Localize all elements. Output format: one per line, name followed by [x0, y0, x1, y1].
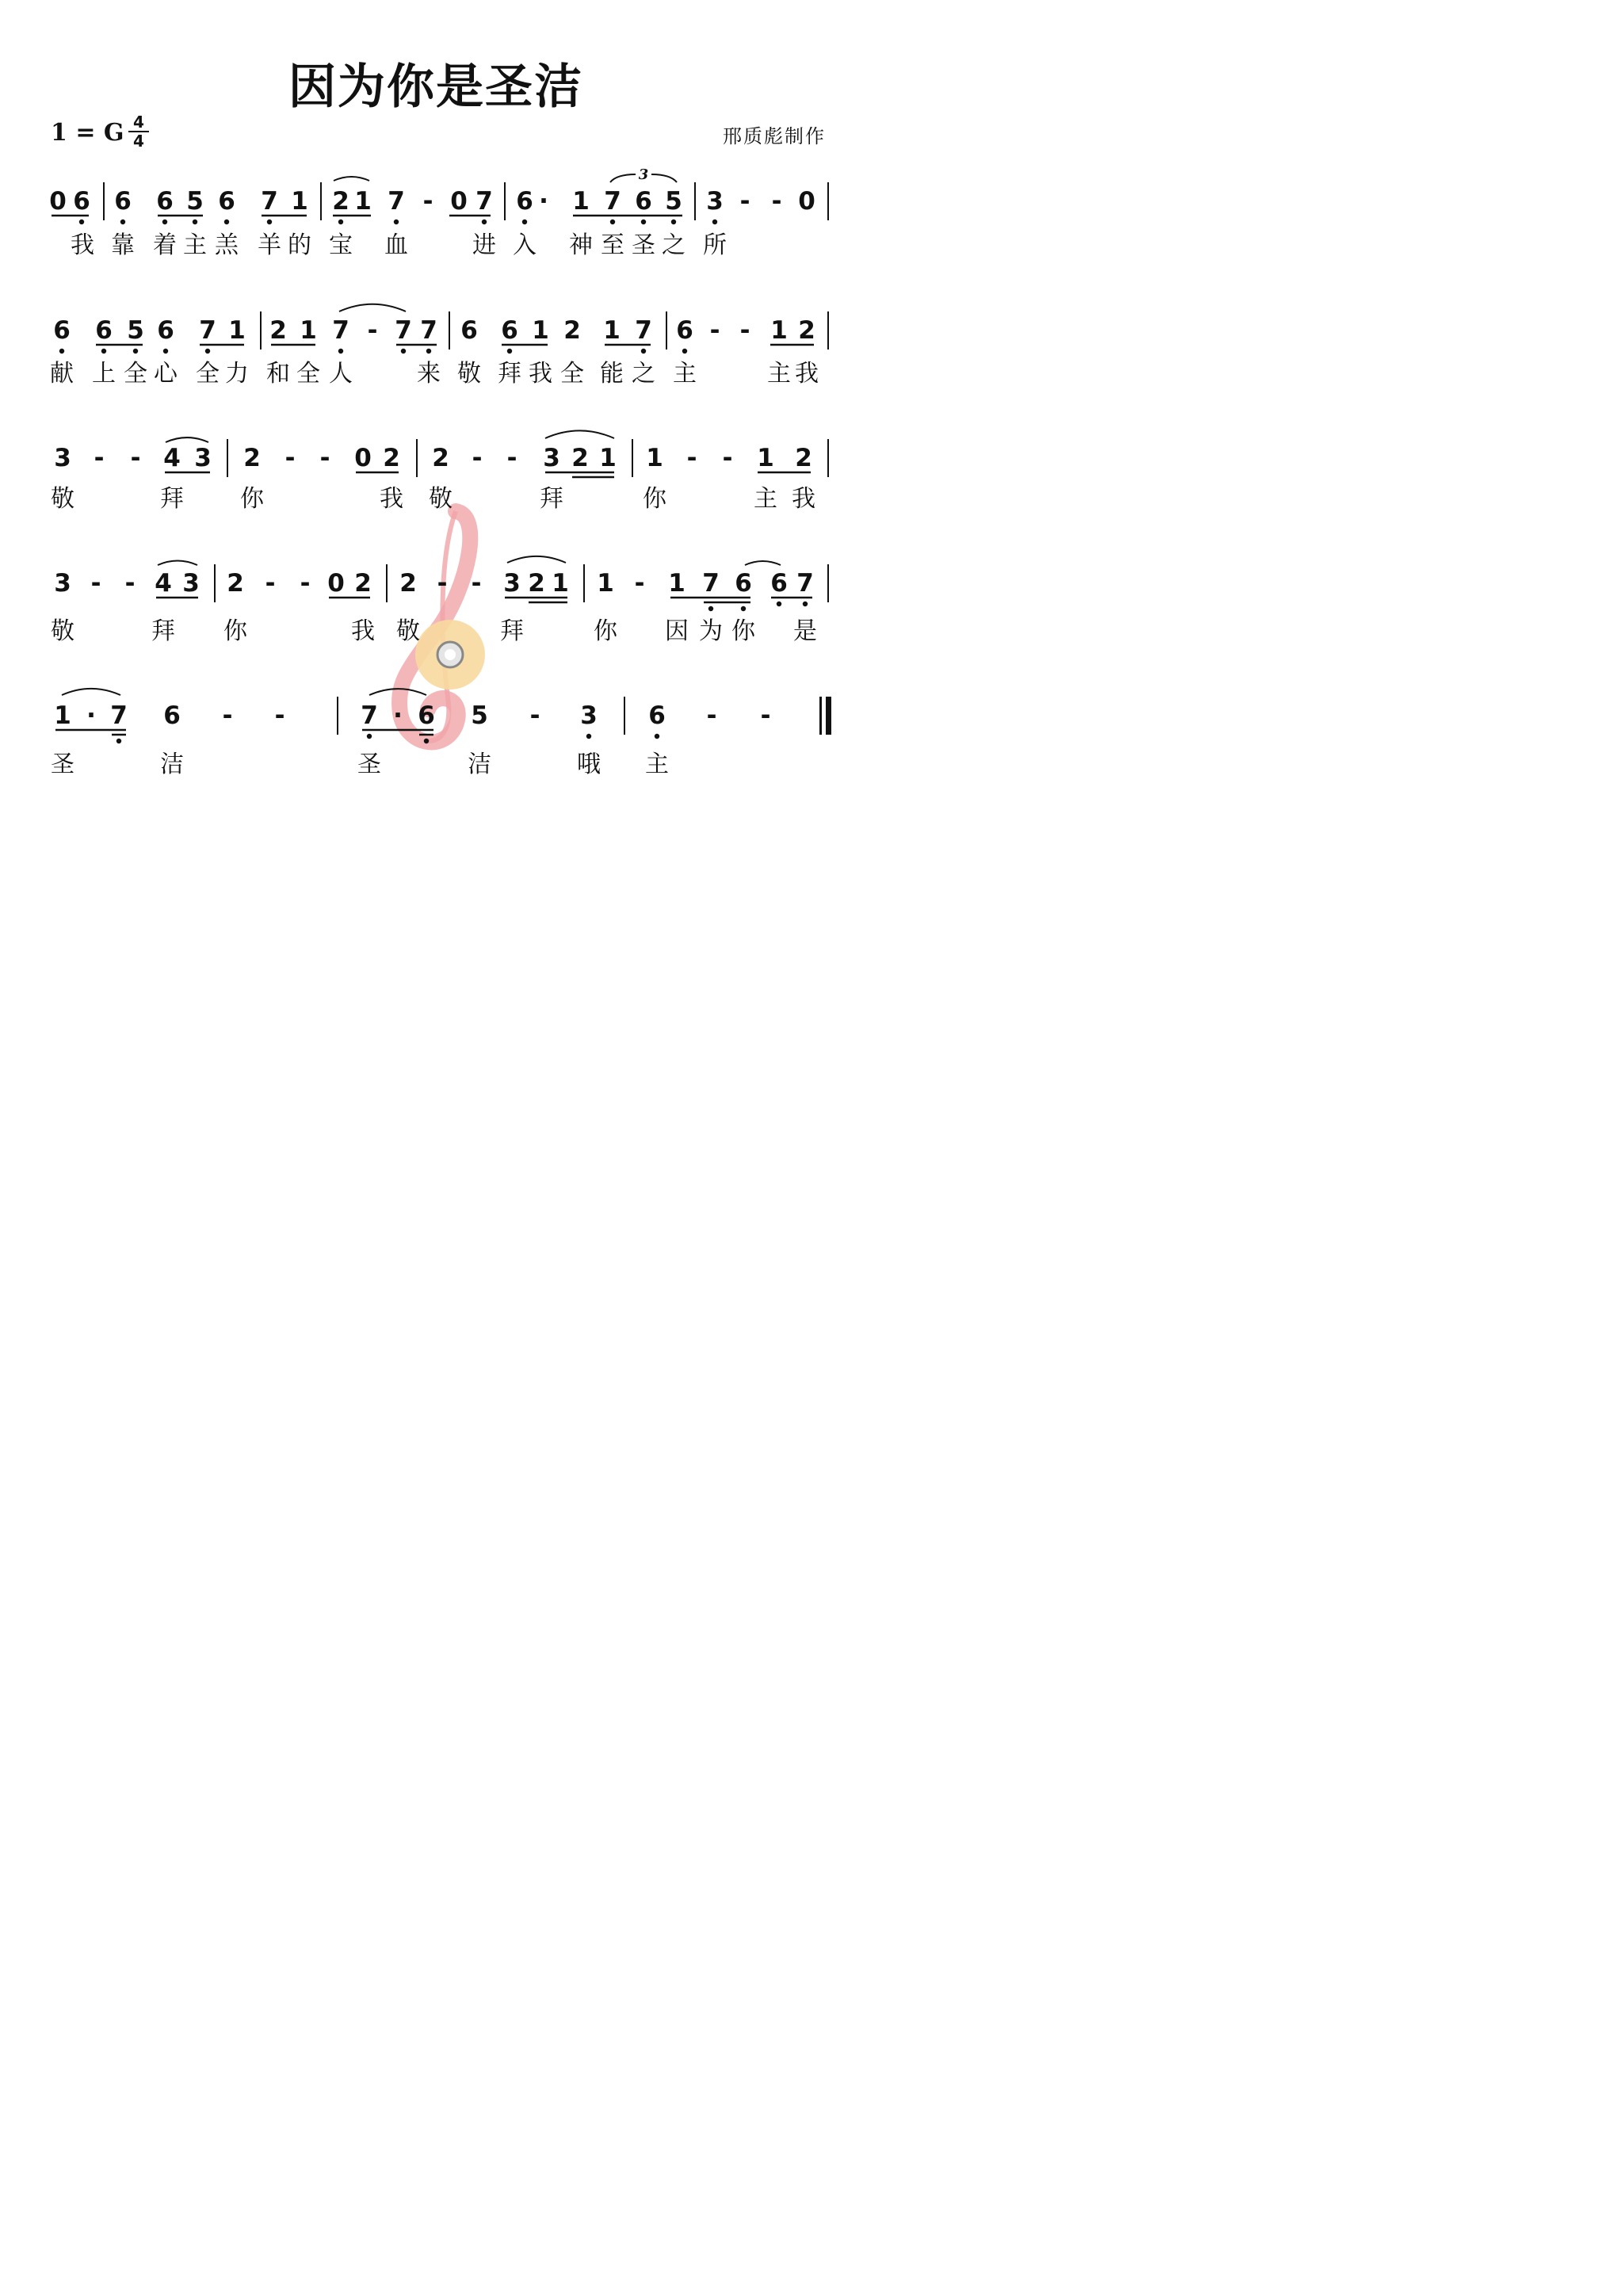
note: 1 — [572, 187, 590, 216]
note: 6 — [114, 187, 132, 216]
lyric-syllable: 你 — [240, 485, 264, 513]
octave-dot-below — [394, 220, 399, 224]
note: 2 — [399, 569, 417, 598]
sheet-music-page — [0, 0, 872, 1233]
note: 7 — [361, 701, 378, 730]
triplet-bracket-right — [651, 174, 677, 182]
note: 0 — [798, 187, 815, 216]
lyric-syllable: 人 — [329, 360, 353, 388]
slur — [369, 689, 426, 695]
lyric-syllable: 你 — [594, 617, 617, 645]
note: - — [506, 444, 517, 472]
note: 5 — [471, 701, 488, 730]
octave-dot-below — [162, 220, 167, 224]
note: - — [319, 444, 330, 472]
note: 2 — [383, 444, 400, 472]
lyric-syllable: 和 — [266, 360, 290, 388]
note: 0 — [450, 187, 468, 216]
note: 0 — [354, 444, 372, 472]
lyric-syllable: 圣 — [632, 231, 655, 259]
note: - — [529, 701, 540, 730]
note: 2 — [795, 444, 812, 472]
lyric-syllable: 全 — [296, 360, 320, 388]
notation-marks — [0, 0, 872, 1233]
lyric-syllable: 你 — [643, 485, 666, 513]
octave-dot-below — [741, 606, 746, 611]
octave-dot-below — [163, 349, 168, 353]
lyric-syllable: 之 — [632, 360, 655, 388]
octave-dot-below — [79, 220, 84, 224]
note: 7 — [635, 316, 652, 345]
note: 6 — [73, 187, 90, 216]
octave-dot-below — [116, 739, 121, 743]
lyric-syllable: 至 — [601, 231, 624, 259]
lyric-syllable: 我 — [351, 617, 375, 645]
lyric-syllable: 羔 — [215, 231, 239, 259]
note: 5 — [127, 316, 144, 345]
lyric-syllable: 我 — [71, 231, 94, 259]
octave-dot-below — [712, 220, 717, 224]
lyric-syllable: 哦 — [577, 751, 601, 778]
note: 1 — [757, 444, 774, 472]
note: 4 — [155, 569, 172, 598]
note: 2 — [354, 569, 372, 598]
octave-dot-below — [205, 349, 210, 353]
lyric-syllable: 进 — [472, 231, 496, 259]
octave-dot-below — [682, 349, 687, 353]
note: 2 — [798, 316, 815, 345]
note: - — [686, 444, 697, 472]
note: 1 — [291, 187, 308, 216]
note: 1 — [300, 316, 317, 345]
octave-dot-below — [59, 349, 64, 353]
note: 6 — [157, 316, 174, 345]
lyric-syllable: 敬 — [51, 617, 74, 645]
note: 7 — [199, 316, 216, 345]
lyric-syllable: 靠 — [111, 231, 135, 259]
lyric-syllable: 全 — [124, 360, 147, 388]
note: 2 — [528, 569, 545, 598]
note: 6 — [516, 187, 533, 216]
note: 3 — [706, 187, 724, 216]
key-signature: 1 = G — [51, 119, 124, 147]
triplet-bracket-left — [610, 174, 636, 182]
note: 5 — [186, 187, 204, 216]
note: 6 — [676, 316, 693, 345]
note: 1 — [770, 316, 788, 345]
note: 6 — [648, 701, 666, 730]
note: 1 — [599, 444, 617, 472]
note: 6 — [218, 187, 235, 216]
time-signature-bottom: 4 — [133, 132, 144, 151]
note: 2 — [571, 444, 589, 472]
lyric-syllable: 敬 — [429, 485, 453, 513]
lyric-syllable: 献 — [50, 360, 74, 388]
note: 7 — [420, 316, 437, 345]
lyric-syllable: 神 — [569, 231, 593, 259]
note: 6 — [635, 187, 652, 216]
lyric-syllable: 之 — [662, 231, 685, 259]
note: 5 — [665, 187, 682, 216]
slur — [745, 561, 781, 565]
note: - — [130, 444, 141, 472]
note: - — [222, 701, 233, 730]
lyric-syllable: 敬 — [457, 360, 481, 388]
octave-dot-below — [610, 220, 615, 224]
lyric-syllable: 拜 — [151, 617, 175, 645]
lyric-syllable: 拜 — [498, 360, 521, 388]
note: - — [285, 444, 296, 472]
octave-dot-below — [482, 220, 487, 224]
lyric-syllable: 拜 — [160, 485, 184, 513]
note: 7 — [110, 701, 128, 730]
note: 2 — [432, 444, 449, 472]
song-title: 因为你是圣洁 — [288, 59, 583, 115]
note: 2 — [332, 187, 349, 216]
note: 1 — [228, 316, 246, 345]
lyric-syllable: 我 — [792, 485, 815, 513]
note: 4 — [163, 444, 181, 472]
note: - — [367, 316, 378, 345]
lyric-syllable: 你 — [223, 617, 247, 645]
note: - — [739, 316, 750, 345]
note: 6 — [501, 316, 518, 345]
octave-dot-below — [193, 220, 197, 224]
lyric-syllable: 我 — [795, 360, 819, 388]
note: 3 — [194, 444, 212, 472]
octave-dot-below — [224, 220, 229, 224]
octave-dot-below — [586, 734, 591, 739]
note: 1 — [54, 701, 71, 730]
note: 6 — [418, 701, 435, 730]
note: 6 — [163, 701, 181, 730]
note: 6 — [735, 569, 752, 598]
note: 7 — [475, 187, 493, 216]
slur — [158, 561, 197, 566]
note: 3 — [503, 569, 521, 598]
note: - — [90, 569, 101, 598]
note: 1 — [597, 569, 614, 598]
note: 3 — [182, 569, 200, 598]
note: 7 — [702, 569, 720, 598]
note: - — [706, 701, 717, 730]
lyric-syllable: 你 — [731, 617, 755, 645]
note: 7 — [332, 316, 349, 345]
lyric-syllable: 羊 — [258, 231, 281, 259]
lyric-syllable: 主 — [767, 360, 791, 388]
lyric-syllable: 圣 — [357, 751, 381, 778]
lyric-syllable: 主 — [183, 231, 207, 259]
lyric-syllable: 主 — [645, 751, 669, 778]
note: 6 — [53, 316, 71, 345]
lyric-syllable: 心 — [154, 360, 178, 388]
octave-dot-below — [641, 220, 646, 224]
note: 7 — [261, 187, 278, 216]
lyric-syllable: 上 — [92, 360, 116, 388]
note: 1 — [552, 569, 569, 598]
lyric-syllable: 入 — [513, 231, 537, 259]
slur — [334, 177, 369, 181]
octave-dot-below — [133, 349, 138, 353]
octave-dot-below — [426, 349, 431, 353]
slur — [545, 430, 614, 438]
note: 1 — [603, 316, 621, 345]
lyric-syllable: 我 — [529, 360, 552, 388]
note: 0 — [327, 569, 345, 598]
octave-dot-below — [522, 220, 527, 224]
octave-dot-below — [671, 220, 676, 224]
note: 1 — [668, 569, 685, 598]
note: 3 — [543, 444, 560, 472]
octave-dot-below — [655, 734, 659, 739]
lyric-syllable: 能 — [600, 360, 624, 388]
octave-dot-below — [101, 349, 106, 353]
note: 6 — [770, 569, 788, 598]
lyric-syllable: 着 — [153, 231, 177, 259]
lyric-syllable: 全 — [560, 360, 584, 388]
author-credit: 邢质彪制作 — [723, 125, 826, 147]
octave-dot-below — [267, 220, 272, 224]
note: 3 — [580, 701, 598, 730]
slur — [166, 437, 208, 442]
note: - — [437, 569, 448, 598]
time-signature-top: 4 — [133, 113, 144, 132]
lyric-syllable: 为 — [699, 617, 723, 645]
note: · — [393, 701, 403, 730]
note: - — [709, 316, 720, 345]
note: - — [274, 701, 285, 730]
lyric-syllable: 宝 — [329, 231, 353, 259]
octave-dot-below — [120, 220, 125, 224]
note: - — [634, 569, 645, 598]
lyric-syllable: 所 — [703, 231, 727, 259]
lyric-syllable: 我 — [380, 485, 403, 513]
octave-dot-below — [641, 349, 646, 353]
lyric-syllable: 力 — [225, 360, 249, 388]
note: - — [472, 444, 483, 472]
triplet-label: 3 — [638, 166, 649, 183]
lyric-syllable: 洁 — [160, 751, 184, 778]
note: - — [471, 569, 482, 598]
lyric-syllable: 因 — [665, 617, 689, 645]
octave-dot-below — [507, 349, 512, 353]
lyric-syllable: 是 — [793, 617, 817, 645]
note: - — [760, 701, 771, 730]
note: 2 — [563, 316, 581, 345]
octave-dot-below — [803, 602, 808, 606]
octave-dot-below — [367, 734, 372, 739]
lyric-syllable: 拜 — [500, 617, 524, 645]
note: · — [539, 187, 548, 216]
octave-dot-below — [338, 220, 343, 224]
note: - — [265, 569, 276, 598]
note: 2 — [269, 316, 287, 345]
note: - — [722, 444, 733, 472]
octave-dot-below — [338, 349, 343, 353]
note: 6 — [156, 187, 174, 216]
note: - — [124, 569, 136, 598]
note: 6 — [460, 316, 478, 345]
slur — [62, 689, 120, 695]
note: 7 — [388, 187, 405, 216]
lyric-syllable: 敬 — [51, 485, 74, 513]
octave-dot-below — [401, 349, 406, 353]
octave-dot-below — [777, 602, 781, 606]
lyric-syllable: 血 — [384, 231, 408, 259]
note: 1 — [532, 316, 549, 345]
note: 7 — [604, 187, 621, 216]
note: 0 — [49, 187, 67, 216]
lyric-syllable: 敬 — [396, 617, 420, 645]
note: 2 — [243, 444, 261, 472]
note: 7 — [395, 316, 412, 345]
note: - — [739, 187, 750, 216]
note: · — [86, 701, 96, 730]
lyric-syllable: 圣 — [51, 751, 74, 778]
note: - — [422, 187, 433, 216]
note: 7 — [796, 569, 814, 598]
slur — [507, 556, 566, 563]
lyric-syllable: 拜 — [540, 485, 563, 513]
note: 3 — [54, 444, 71, 472]
lyric-syllable: 主 — [754, 485, 777, 513]
slur — [339, 304, 406, 311]
note: 2 — [227, 569, 244, 598]
lyric-syllable: 来 — [417, 360, 441, 388]
note: 6 — [95, 316, 113, 345]
note: 1 — [646, 444, 663, 472]
note: 3 — [54, 569, 71, 598]
note: - — [300, 569, 311, 598]
octave-dot-below — [708, 606, 713, 611]
note: - — [94, 444, 105, 472]
lyric-syllable: 的 — [288, 231, 311, 259]
lyric-syllable: 洁 — [468, 751, 491, 778]
note: - — [771, 187, 782, 216]
octave-dot-below — [424, 739, 429, 743]
lyric-syllable: 主 — [673, 360, 697, 388]
lyric-syllable: 全 — [196, 360, 220, 388]
note: 1 — [354, 187, 372, 216]
